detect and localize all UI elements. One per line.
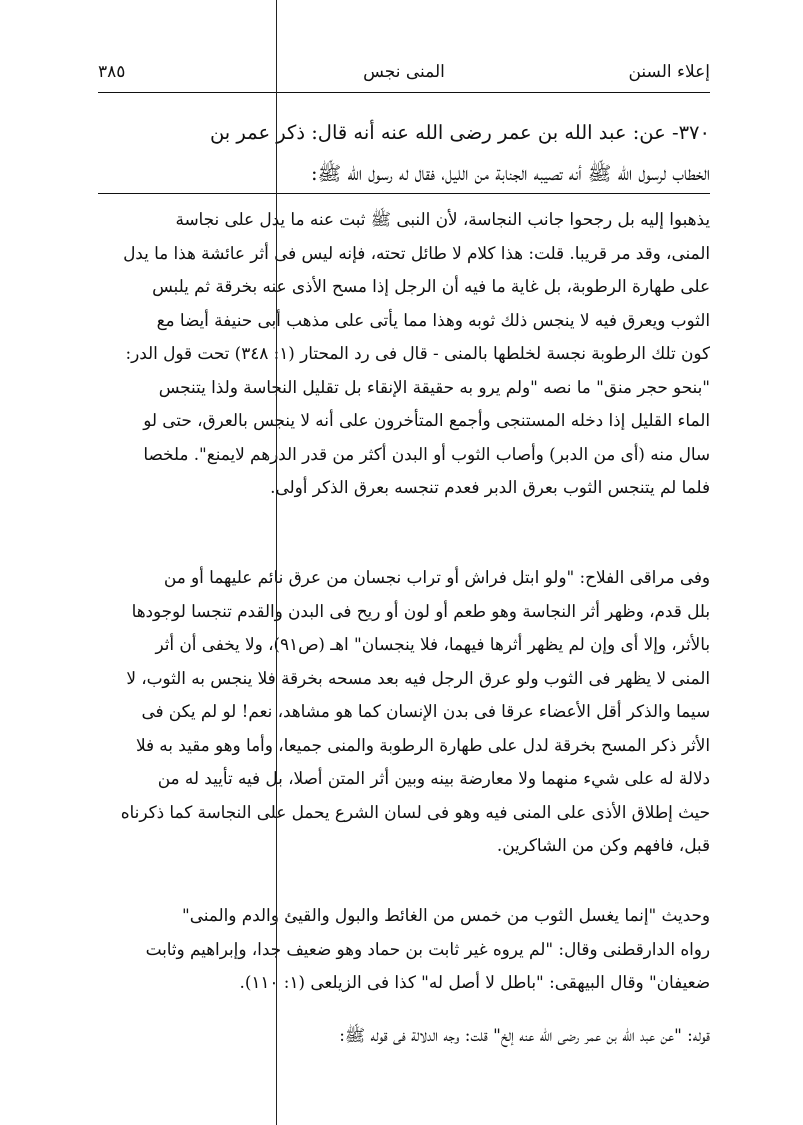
- text-line: الثوب ويعرق فيه لا ينجس ذلك ثوبه وهذا مما يأتى على مذهب أبى حنيفة أيضا مع: [156, 309, 710, 330]
- text-line: ضعيفان" وقال البيهقى: "باطل لا أصل له" كذا فى الزيلعى (١: ١١٠).: [239, 972, 710, 992]
- hadith-line: الخطاب لرسول الله ﷺ أنه تصيبه الجنابة من الليل، فقال له رسول الله ﷺ:: [311, 162, 710, 185]
- text-line: الماء القليل إذا دخله المستنجى وأجمع المتأخرون على أنه لا ينجس بالعرق، حتى لو: [143, 410, 710, 430]
- commentary-paragraph: [98, 561, 710, 863]
- text-line: "بنحو حجر منق" ما نصه "ولم يرو به حقيقة الإنقاء بل تقليل النجاسة ولذا يتنجس: [158, 376, 710, 397]
- text-line: وحديث "إنما يغسل الثوب من خمس من الغائط والبول والقيئ والدم والمنى": [182, 905, 710, 925]
- separator-rule: [98, 193, 710, 194]
- commentary-paragraph: [98, 1019, 710, 1053]
- hadith-text: [98, 112, 710, 194]
- commentary-paragraph: [98, 203, 710, 505]
- book-title: إعلاء السنن: [628, 62, 710, 82]
- text-line: المنى، وقد مر قريبا. قلت: هذا كلام لا طائل تحته، فإنه ليس فى أثر عائشة هذا ما يدل: [123, 242, 710, 263]
- text-line: كون تلك الرطوبة نجسة لخلطها بالمنى - قال فى رد المحتار (١: ٣٤٨) تحت قول الدر:: [125, 343, 710, 363]
- text-line: دلالة له على شيء منهما ولا معارضة بينه وبين أثر المتن أصلا، بل فيه تأييد له من: [157, 768, 710, 788]
- page-header: [98, 58, 710, 88]
- text-line: وفى مراقى الفلاح: "ولو ابتل فراش أو تراب نجسان من عرق نائم عليهما أو من: [163, 567, 710, 587]
- hadith-line: ٣٧٠- عن: عبد الله بن عمر رضى الله عنه أنه قال: ذكر عمر بن: [209, 121, 710, 144]
- text-line: على طهارة الرطوبة، بل غاية ما فيه أن الرجل إذا مسح الأذى عنه بخرقة ثم يلبس: [152, 276, 710, 296]
- text-line: بلل قدم، وظهر أثر النجاسة وهو طعم أو لون أو ريح فى البدن والقدم تنجسا لوجودها: [131, 600, 710, 621]
- text-line: رواه الدارقطنى وقال: "لم يروه غير ثابت بن حماد وهو ضعيف جدا، وإبراهيم وثابت: [145, 938, 710, 959]
- header-rule: [98, 92, 710, 93]
- page-number: ٣٨٥: [98, 62, 126, 82]
- text-line: يذهبوا إليه بل رجحوا جانب النجاسة، لأن النبى ﷺ ثبت عنه ما يدل على نجاسة: [175, 209, 710, 229]
- text-line: بالأثر، وإلا أى وإن لم يظهر أثرها فيهما، فلا ينجسان" اهـ (ص٩١)، ولا يخفى أن أثر: [155, 634, 710, 654]
- text-line: قوله: "عن عبد الله بن عمر رضى الله عنه إلخ" قلت: وجه الدلالة فى قوله ﷺ:: [339, 1025, 710, 1045]
- text-line: قبل، فافهم وكن من الشاكرين.: [496, 835, 710, 855]
- text-line: الأثر ذكر المسح بخرقة لدل على طهارة الرطوبة والمنى جميعا، وأما وهو مقيد به فلا: [135, 734, 710, 755]
- chapter-title: المنى نجس: [363, 62, 445, 82]
- text-line: حيث إطلاق الأذى على المنى فيه وهو فى لسان الشرع يحمل على النجاسة كما ذكرناه: [120, 801, 710, 822]
- text-line: سال منه (أى من الدبر) وأصاب الثوب أو البدن أكثر من قدر الدرهم لايمنع". ملخصا: [143, 443, 710, 464]
- text-line: سيما والذكر أقل الأعضاء عرقا فى بدن الإنسان كما هو مشاهد، نعم! لو لم يكن فى: [141, 701, 710, 721]
- scan-fold-line: [276, 0, 277, 1125]
- text-line: المنى لا يظهر فى الثوب ولو عرق الرجل فيه بعد مسحه بخرقة فلا ينجس به الثوب، لا: [126, 667, 710, 688]
- text-line: فلما لم يتنجس الثوب بعرق الدبر فعدم تنجسه بعرق الذكر أولى.: [270, 477, 710, 497]
- commentary-paragraph: [98, 899, 710, 1000]
